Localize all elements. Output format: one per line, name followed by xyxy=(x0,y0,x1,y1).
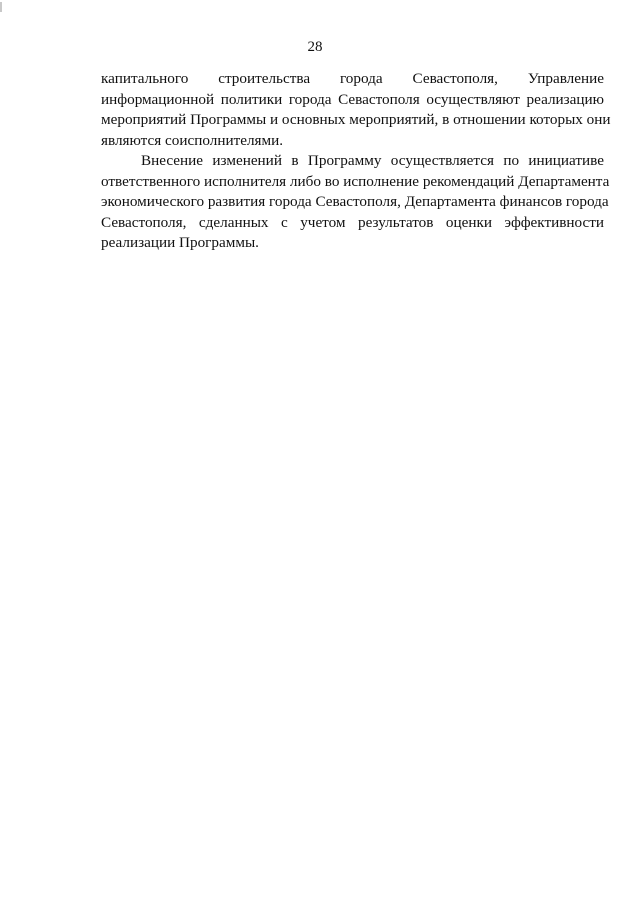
paragraph-2 xyxy=(101,151,610,254)
text-line: ответственного исполнителя либо во исполнение рекомендаций Департамента xyxy=(101,172,610,190)
text-line: информационной политики города Севастополя осуществляют реализацию xyxy=(101,90,604,108)
body-text xyxy=(101,69,611,254)
text-line: мероприятий Программы и основных мероприятий, в отношении которых они xyxy=(101,111,611,128)
text-line: Севастополя, сделанных с учетом результатов оценки эффективности xyxy=(101,213,604,231)
text-line: являются соисполнителями. xyxy=(101,131,284,149)
text-line: Внесение изменений в Программу осуществляется по инициативе xyxy=(141,152,604,169)
text-line: реализации Программы. xyxy=(101,234,259,251)
scan-edge-mark xyxy=(0,2,2,12)
paragraph-1 xyxy=(101,69,611,151)
text-line: экономического развития города Севастополя, Департамента финансов города xyxy=(101,193,609,210)
page-number: 28 xyxy=(307,39,323,55)
text-line: капитального строительства города Севастополя, Управление xyxy=(101,70,604,87)
